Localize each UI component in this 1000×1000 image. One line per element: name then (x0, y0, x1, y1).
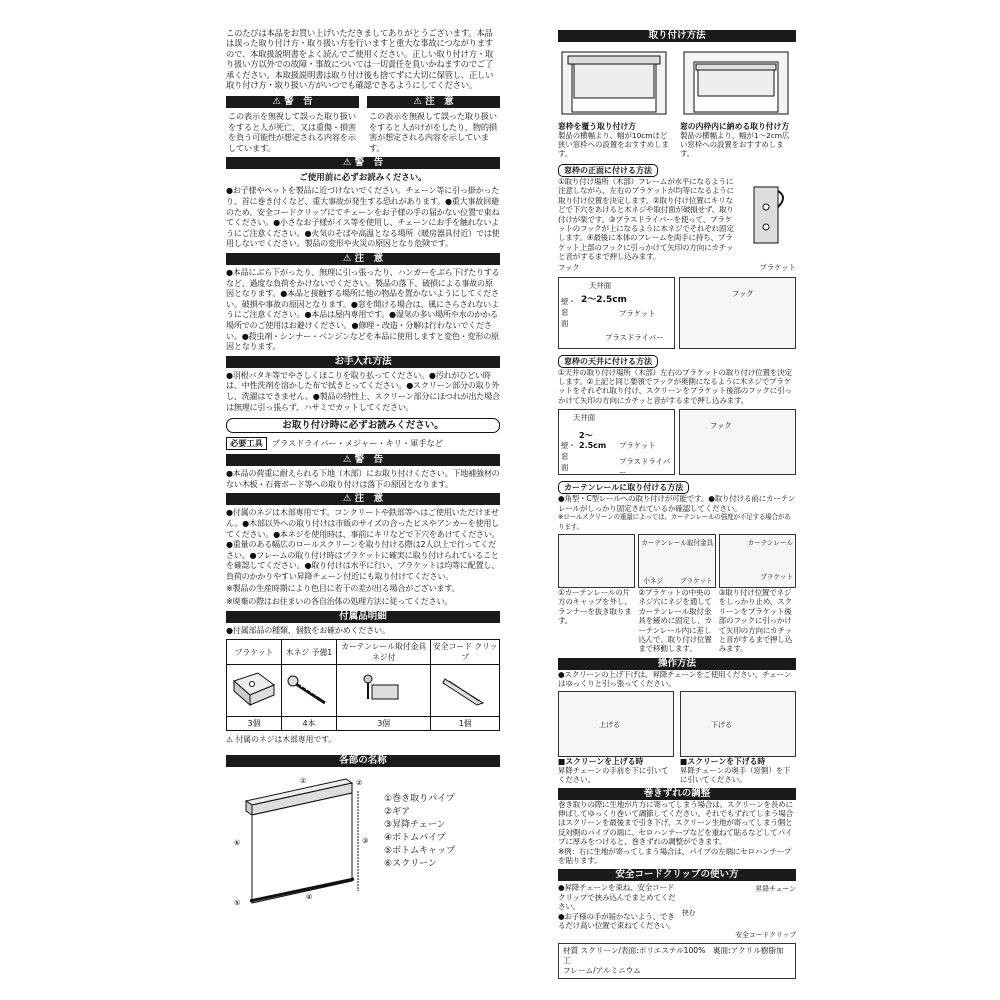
front-mount-diagram (558, 277, 675, 349)
wall-label: 壁・窓面 (561, 296, 576, 328)
names-header: 各部の名称 (226, 755, 500, 767)
parts-intro: ●付属部品の種類、個数をお確かめください。 (226, 624, 390, 635)
before-use-title: ご使用前に必ずお読みください。 (299, 173, 427, 184)
svg-text:⑤: ⑤ (234, 899, 241, 908)
caution-install-header: ⚠ 注 意 (226, 493, 500, 505)
warning-definition: この表示を無視して誤った取り扱いをすると人が死亡、又は重傷・損害を負う可能性が想定される内容を示しています。 (228, 111, 356, 153)
warning-section-header: ⚠ 警 告 (226, 157, 500, 169)
warning-icon: ⚠ (272, 96, 281, 108)
left-column (226, 0, 500, 911)
install-notice: お取り付け時に必ずお読みください。 (226, 418, 500, 433)
bracket-label: ブラケット (619, 441, 656, 451)
caution-definition-box (367, 96, 500, 153)
hook-label: フック (710, 421, 732, 431)
caution-header: ⚠ 注 意 (367, 96, 500, 108)
intro-text: このたびは本品をお買い上げいただきましてありがとうございます。本品は誤った取り付け方・取り扱い方を行いますと重大な事故につながりますので、本取扱説明書をよく読んでご使用ください。正しい取り付け方・取り扱い方以外での故障・事故については一切責任を負いかねますのでご了承ください。本取扱説明書は取り付け後も捨てずに大切に保管し、正しい取り付け方・取り扱い方がいつでも確認できるようにしてください。 (226, 28, 494, 91)
rail-step-1-illustration (558, 534, 635, 588)
top-mount-header: 窓枠の天井に付ける方法 (558, 355, 658, 368)
top-mount-detail (679, 409, 796, 475)
care-header: お手入れ方法 (226, 356, 500, 368)
rail-step-2-illustration: カーテンレール取付金具 小ネジ ブラケット (638, 534, 715, 588)
care-body: ●羽根バタキ等でやさしくほこりを取り払ってください。●汚れがひどい時は、中性洗剤を溶かした布で拭きとってください。●スクリーン部分の取り外し、洗濯はできません。●製品の特性上、スクリーン部分にほつれが出た場合は無理に引っ張らず、ハサミでカットしてください。 (226, 369, 500, 412)
top-mount-steps: ①天井の取り付け場所（木部）左右のブラケットの取り付け位置を決定します。②上記と同じ要領でフックが奥側になるように木ネジでブラケットをそれぞれ取り付け、スクリーンをブラケット後部のフックに引っかけて矢印の方向にカチッと音がするまで押し込みます。 (558, 367, 792, 405)
parts-count-rail-fitting: 3個 (337, 717, 431, 731)
parts-count-bracket: 3個 (227, 717, 282, 731)
ceiling-label: 天井面 (589, 280, 612, 290)
front-mount-detail (679, 277, 796, 349)
parts-header: 付属品明細 (226, 611, 500, 623)
part-name: ③昇降チェーン (384, 820, 446, 831)
caution-body: ●本品にぶら下がったり、無理に引っ張ったり、ハンガーをぶら下げたりするなど、過度な負荷をかけないでください。製品の落下、破損による事故の原因となります。●本品と接触する場所に他の物品を置かないようにしてください。破損や事故の原因となります。●窓を開ける場合は、風にさらされないようにご注意ください。●本品は屋内専用です。●湿気の多い場所や水のかかる場所でのご使用はお避けください。●修理・改造・分解は行わないでください。●殺虫剤・シンナー・ベンジンなどを本品に使用しますと変色・変形の原因となります。 (226, 267, 500, 352)
clip-diagram: 昇降チェーン 挟む 安全コードクリップ (682, 885, 796, 940)
rail-mount-header: カーテンレールに取り付ける方法 (558, 481, 689, 494)
skew-text: 巻き取りの際に生地が片方に寄ってしまう場合は、スクリーンを長めに伸ばしてゆっくり巻いて調節してください。それでもずれてしまう場合はスクリーンを最後まで引き下げ、スクリーン生地が寄ってしまう側と反対側のパイプの端に、セロハンテープなどを重ねて貼るなどしてパイプに厚みをつけると、巻きずれの調整ができます。 (558, 799, 793, 847)
roll-screen-diagram (226, 771, 376, 911)
op-up-caption: ■スクリーンを上げる時 昇降チェーンの手前を下に引いてください。 (558, 756, 669, 784)
driver-label: プラスドライバー (619, 457, 671, 478)
rail-steps (558, 534, 796, 654)
rail-mount-text: ●角型・C型レールへの取り付けが可能です。●取り付ける前にカーテンレールがしっかり固定されているか確認してください。 (558, 494, 795, 513)
warning-body: ●お子様やペットを製品に近づけないでください。チェーン等に引っ掛かったり、首に巻き付くなど、重大事故が発生する恐れがあります。●重大事故回避のため、安全コードクリップにてチェーンをお子様の手の届かない位置で束ねてください。●小さなお子様がイス等を使用し、チェーンにお手を触れないようにご注意ください。●火気のそばや高温となる場所（暖房器具付近）では使用しないでください。製品の変形や火災の原因となり危険です。 (226, 185, 500, 249)
install-methods (558, 48, 796, 158)
tools-text: プラスドライバー・メジャー・キリ・軍手など (271, 438, 443, 449)
tools-tag: 必要工具 (226, 437, 267, 450)
part-name: ①巻き取りパイプ (384, 794, 455, 805)
clip-row (558, 883, 796, 939)
front-hook-labels (558, 262, 796, 273)
caution-install-body: ●付属のネジは木部専用です。コンクリートや鉄部等へはご使用いただけません。●木部以外への取り付けは市販のサイズの合ったビスやアンカーを使用してください。●本ネジを使用時は、事前にキリなどで下穴をあけてください。●重量のある幅広のロールスクリーンを取り付ける際は2人以上で行ってください。●フレームの取り付け時はブラケットに確実に取り付けられていることを確認してください。●取り付けは水平に行い、ブラケットは均等に配置し、負荷のかかりやすい昇降チェーン付近にも取り付けてください。 (226, 507, 500, 581)
gap2-label: 2〜2.5cm (579, 431, 607, 451)
clip-text-2: ●お子様の手が届かないよう、できるだけ高い位置で束ねてください。 (558, 911, 676, 931)
caution-definition: この表示を無視して誤った取り扱いをすると人がけがをしたり、物的損害が想定される内容を示しています。 (369, 111, 497, 153)
parts-name-bracket: ブラケット (227, 640, 282, 665)
front-mount-row (558, 177, 796, 262)
clip-texts (558, 883, 678, 939)
material-label: 材質 (563, 946, 579, 956)
parts-name-screw: 木ネジ 予備1 (282, 640, 337, 665)
op-down-caption: ■スクリーンを下げる時 昇降チェーンの奥手（窓側）を下に引いてください。 (680, 756, 791, 784)
clip-text-1: ●昇降チェーンを束ね、安全コードクリップで挟み込んでまとめてください。 (558, 883, 676, 912)
parts-count-screw: 4本 (282, 717, 337, 731)
driver-label: プラスドライバー (605, 332, 664, 342)
warning-install-header: ⚠ 警 告 (226, 454, 500, 466)
operation-text: ●スクリーンの上げ下げは、昇降チェーンをご使用ください。チェーンはゆっくりと引っ張ってください。 (558, 669, 792, 689)
bracket-label: ブラケット (759, 262, 796, 272)
caution-icon: ⚠ (226, 735, 233, 745)
hook-bracket-illustration (738, 177, 794, 257)
warning-icon: ⚠ (342, 454, 352, 466)
svg-text:③: ③ (362, 837, 369, 846)
front-mount-steps: ①取り付け場所（木部）フレームが水平になるように注意しながら、左右のブラケットが均等になるように取り付け位置を決定します。②取り付け位置にキリなどで下穴をあけると木ネジや取付面が破損せず、取り付けが楽です。③プラスドライバーを使って、ブラケットのフックが上になるように木ネジでそれぞれ固定します。④最後に本体のフレームを両手に持ち、ブラケット上部のフックに引っかけて矢印の方向にカチッと音がするまで押し込みます。 (558, 177, 734, 262)
caution-icon: ⚠ (413, 96, 422, 108)
part-name: ②ギア (384, 807, 411, 818)
caution-icon: ⚠ (342, 493, 352, 505)
operation-header: 操作方法 (558, 658, 796, 670)
clip-header: 安全コードクリップの使い方 (558, 869, 796, 881)
warning-header: ⚠ 警 告 (226, 96, 359, 108)
note-color: ※製品の生産時期により色目に若干の差が出る場合がございます。 (226, 583, 460, 594)
method-inside (680, 48, 796, 158)
warning-icon: ⚠ (342, 157, 352, 169)
bracket-illustration (227, 665, 282, 717)
material-text-2: フレーム/アルミニウム (563, 966, 641, 976)
part-name: ⑥スクリーン (384, 859, 437, 870)
note-disposal: ※廃棄の際はお住まいの各自治体の処理方法に従ってください。 (226, 596, 453, 607)
rail-fitting-illustration (337, 665, 431, 717)
clip-illustration (431, 665, 500, 717)
rail-step-3: カーテンレール ブラケット ③取り付け位置でネジをしっかり止め、スクリーンをブラケット後部のフックに引っかけて矢印の方向にカチッと音がするまで押し込みます。 (719, 534, 796, 654)
cover-window-illustration (558, 48, 670, 118)
bracket-label: ブラケット (619, 308, 656, 318)
parts-table (226, 639, 500, 731)
hook-label: フック (732, 288, 754, 298)
op-down-diagram: 下げる (680, 691, 796, 757)
skew-note: ※例：右に生地が寄ってしまう場合は、パイプの左端にセロハンテープを貼ります。 (558, 846, 792, 865)
rail-step-3-illustration: カーテンレール ブラケット (719, 534, 796, 588)
parts-count-clip: 1個 (431, 717, 500, 731)
part-name: ⑤ボトムキャップ (384, 846, 456, 857)
ceiling-label: 天井面 (573, 413, 596, 423)
screw-illustration (282, 665, 337, 717)
wall-label: 壁・窓面 (561, 441, 576, 473)
install-method-header: 取り付け方法 (558, 30, 796, 42)
inside-window-illustration (680, 48, 792, 118)
front-mount-diagrams (558, 277, 796, 349)
material-text: スクリーン/表面:ポリエステル100% 裏面:アクリル樹脂加工 (563, 946, 784, 966)
method-cover (558, 48, 674, 158)
svg-text:④: ④ (306, 893, 313, 902)
op-up-diagram: 上げる (558, 691, 674, 757)
material-box (558, 943, 796, 979)
operation-captions (558, 757, 796, 784)
svg-text:①: ① (300, 777, 307, 786)
caution-section-header: ⚠ 注 意 (226, 253, 500, 265)
method-cover-caption: 窓枠を覆う取り付け方 製品の横幅より、幅が10cmほど狭い窓枠への設置をおすすめします。 (558, 122, 669, 158)
warning-install-body: ●本品の荷重に耐えられる下地（木部）にお取り付けください。下地補強材のない木板・石膏ボード等への取り付けは落下の原因となります。 (226, 468, 500, 489)
parts-name-clip: 安全コード クリップ (431, 640, 500, 665)
rail-step-1: ①カーテンレールの片方のキャップを外し、ランナーを抜き取ります。 (558, 534, 635, 654)
hook-label: フック (558, 262, 580, 272)
svg-text:⑥: ⑥ (234, 839, 241, 848)
top-mount-diagram (558, 409, 675, 478)
operation-diagrams (558, 691, 796, 757)
skew-header: 巻きずれの調整 (558, 788, 796, 800)
part-names-area (226, 771, 500, 911)
method-inside-caption: 窓の内枠内に納める取り付け方 製品の横幅より、幅が1〜2cm広い窓枠への設置をおすすめします。 (680, 122, 790, 158)
svg-text:②: ② (356, 779, 363, 788)
warning-definition-box (226, 96, 359, 153)
front-mount-header: 窓枠の正面に付ける方法 (558, 164, 658, 177)
tools-row (226, 437, 500, 450)
right-column (558, 30, 796, 979)
rail-mount-note: ※ロールスクリーンの重量によっては、カーテンレールの強度が不足する場合があります。 (558, 513, 791, 531)
top-mount-diagrams (558, 409, 796, 478)
rail-step-2: カーテンレール取付金具 小ネジ ブラケット ②ブラケットの中央のネジ穴にネジを通してカーテンレール取付金具を緩めに固定し、カーテンレール内に差し込んで、取り付け位置まで移動します。 (638, 534, 715, 654)
parts-note: ⚠ 付属のネジは木部専用です。 (226, 735, 337, 745)
part-names-list (384, 793, 455, 911)
part-name: ④ボトムパイプ (384, 833, 446, 844)
gap-label: 2〜2.5cm (581, 294, 627, 305)
parts-name-rail-fitting: カーテンレール取付金具 ネジ付 (337, 640, 431, 665)
warning-definitions (226, 96, 500, 153)
caution-icon: ⚠ (342, 253, 352, 264)
